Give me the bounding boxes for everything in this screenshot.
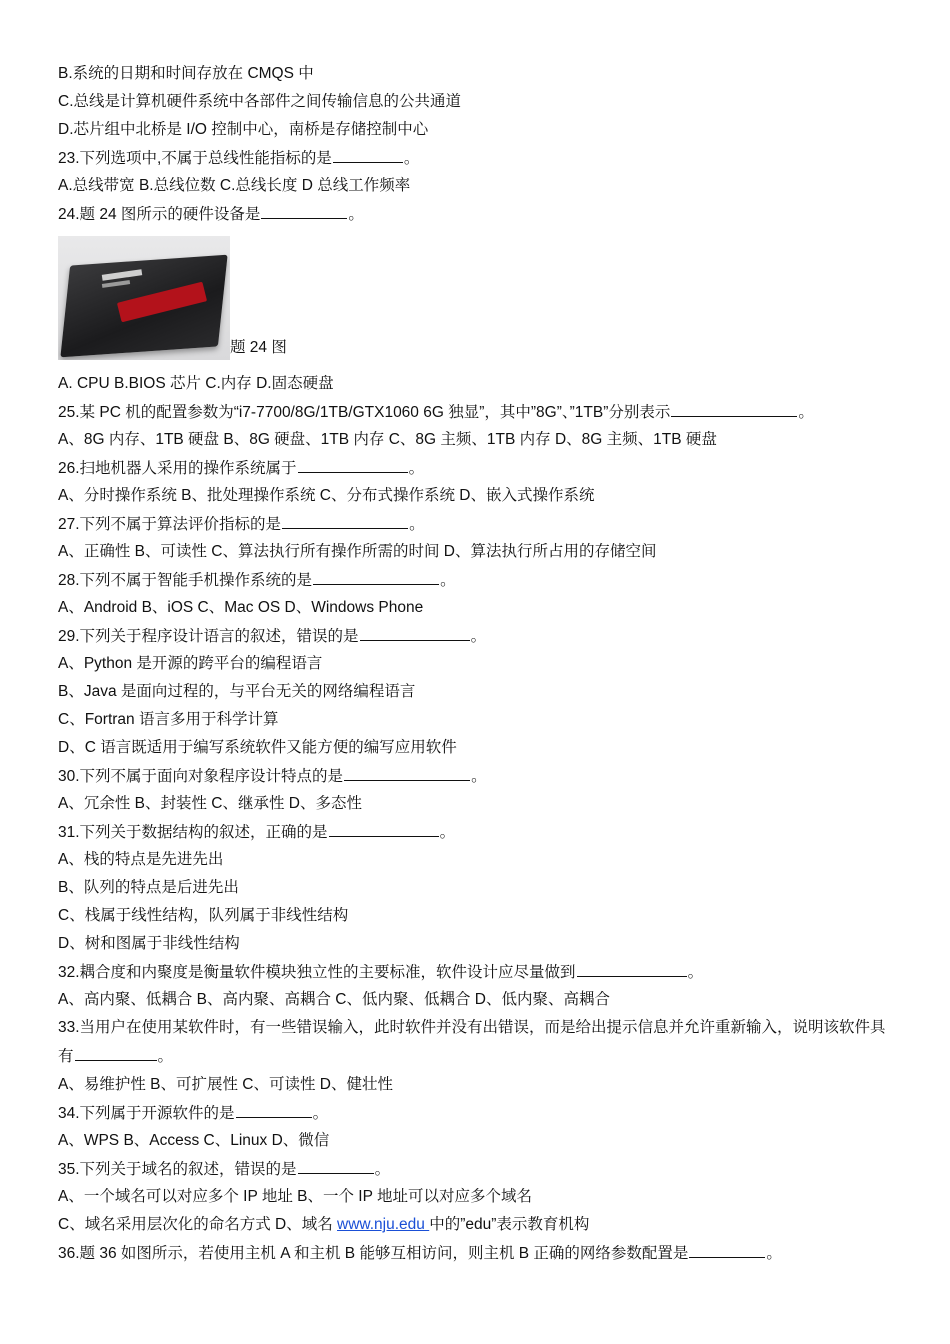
question-31-option-a: A、栈的特点是先进先出 xyxy=(58,851,224,868)
option-line: B.系统的日期和时间存放在 CMQS 中 xyxy=(58,65,314,82)
answer-blank xyxy=(577,958,687,977)
question-31: 31.下列关于数据结构的叙述，正确的是 。 xyxy=(58,818,894,846)
question-25: 25.某 PC 机的配置参数为“i7-7700/8G/1TB/GTX1060 6G 独显”，其中”8G”、”1TB”分别表示 。 xyxy=(58,398,894,426)
question-30-options: A、冗余性 B、封装性 C、继承性 D、多态性 xyxy=(58,795,362,812)
answer-blank xyxy=(671,398,797,417)
answer-blank xyxy=(344,762,470,781)
question-26: 26.扫地机器人采用的操作系统属于 。 xyxy=(58,454,894,482)
answer-blank xyxy=(75,1042,157,1061)
question-32: 32.耦合度和内聚度是衡量软件模块独立性的主要标准，软件设计应尽量做到 。 xyxy=(58,958,894,986)
question-29: 29.下列关于程序设计语言的叙述，错误的是 。 xyxy=(58,622,894,650)
question-31-option-c: C、栈属于线性结构，队列属于非线性结构 xyxy=(58,907,349,924)
question-35-options-ab: A、一个域名可以对应多个 IP 地址 B、一个 IP 地址可以对应多个域名 xyxy=(58,1188,532,1205)
domain-link[interactable]: www.nju.edu xyxy=(337,1216,430,1233)
question-24: 24.题 24 图所示的硬件设备是 。 xyxy=(58,200,894,228)
question-29-option-c: C、Fortran 语言多用于科学计算 xyxy=(58,711,279,728)
question-28: 28.下列不属于智能手机操作系统的是 。 xyxy=(58,566,894,594)
question-35: 35.下列关于域名的叙述，错误的是 。 xyxy=(58,1155,894,1183)
question-23-options: A.总线带宽 B.总线位数 C.总线长度 D 总线工作频率 xyxy=(58,177,411,194)
answer-blank xyxy=(298,1155,374,1174)
question-33-options: A、易维护性 B、可扩展性 C、可读性 D、健壮性 xyxy=(58,1076,393,1093)
answer-blank xyxy=(689,1239,765,1258)
question-32-options: A、高内聚、低耦合 B、高内聚、高耦合 C、低内聚、低耦合 D、低内聚、高耦合 xyxy=(58,991,610,1008)
question-27-options: A、正确性 B、可读性 C、算法执行所有操作所需的时间 D、算法执行所占用的存储空间 xyxy=(58,543,657,560)
question-34-options: A、WPS B、Access C、Linux D、微信 xyxy=(58,1132,330,1149)
answer-blank xyxy=(333,144,403,163)
answer-blank xyxy=(313,566,439,585)
question-33: 33.当用户在使用某软件时，有一些错误输入，此时软件并没有出错误，而是给出提示信息并允许重新输入，说明该软件具有 。 xyxy=(58,1019,886,1065)
option-line: D.芯片组中北桥是 I/O 控制中心，南桥是存储控制中心 xyxy=(58,121,429,138)
question-31-option-b: B、队列的特点是后进先出 xyxy=(58,879,239,896)
ssd-photo xyxy=(58,236,230,360)
figure-24 xyxy=(58,228,894,370)
question-29-option-b: B、Java 是面向过程的，与平台无关的网络编程语言 xyxy=(58,683,416,700)
question-36: 36.题 36 如图所示，若使用主机 A 和主机 B 能够互相访问，则主机 B 正确的网络参数配置是 。 xyxy=(58,1239,894,1267)
question-27: 27.下列不属于算法评价指标的是 。 xyxy=(58,510,894,538)
answer-blank xyxy=(329,818,439,837)
question-24-options: A. CPU B.BIOS 芯片 C.内存 D.固态硬盘 xyxy=(58,375,334,392)
question-34: 34.下列属于开源软件的是 。 xyxy=(58,1099,894,1127)
question-23: 23.下列选项中,不属于总线性能指标的是 。 xyxy=(58,144,894,172)
answer-blank xyxy=(261,200,347,219)
answer-blank xyxy=(298,454,408,473)
question-35-options-cd: C、域名采用层次化的命名方式 D、域名 www.nju.edu 中的”edu”表示教育机构 xyxy=(58,1216,590,1233)
question-29-option-a: A、Python 是开源的跨平台的编程语言 xyxy=(58,655,323,672)
answer-blank xyxy=(360,622,470,641)
question-30: 30.下列不属于面向对象程序设计特点的是 。 xyxy=(58,762,894,790)
question-28-options: A、Android B、iOS C、Mac OS D、Windows Phone xyxy=(58,599,424,616)
question-31-option-d: D、树和图属于非线性结构 xyxy=(58,935,240,952)
answer-blank xyxy=(282,510,408,529)
answer-blank xyxy=(236,1099,312,1118)
question-25-options: A、8G 内存、1TB 硬盘 B、8G 硬盘、1TB 内存 C、8G 主频、1TB 内存 D、8G 主频、1TB 硬盘 xyxy=(58,431,717,448)
option-line: C.总线是计算机硬件系统中各部件之间传输信息的公共通道 xyxy=(58,93,462,110)
question-26-options: A、分时操作系统 B、批处理操作系统 C、分布式操作系统 D、嵌入式操作系统 xyxy=(58,487,595,504)
question-29-option-d: D、C 语言既适用于编写系统软件又能方便的编写应用软件 xyxy=(58,739,457,756)
figure-caption: 题 24 图 xyxy=(230,339,287,356)
document-page xyxy=(58,60,894,1267)
